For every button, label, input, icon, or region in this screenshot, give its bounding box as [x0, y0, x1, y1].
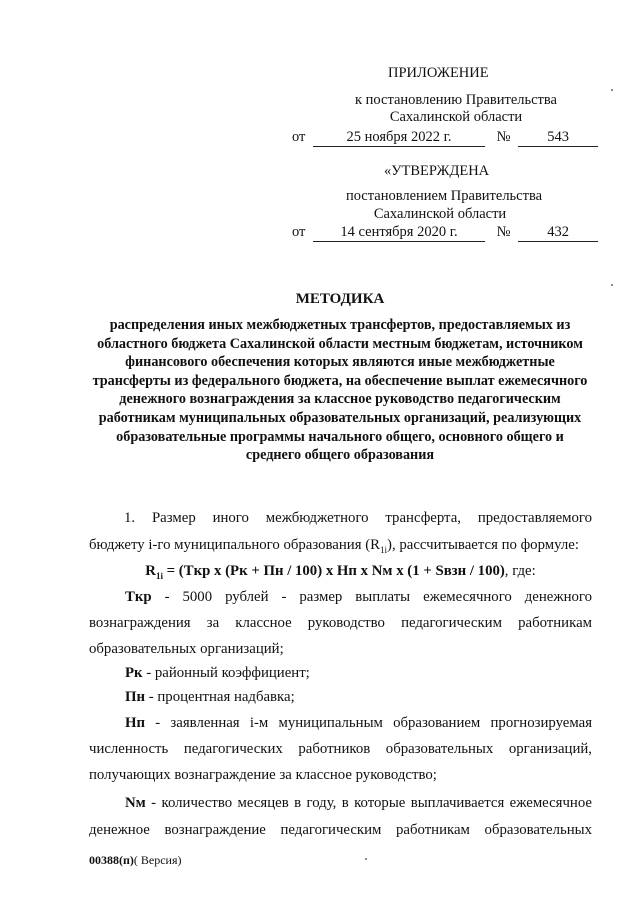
appendix-title: ПРИЛОЖЕНИЕ: [388, 65, 489, 81]
appendix-line1: к постановлению Правительства: [355, 92, 557, 108]
scan-speck: [365, 858, 367, 860]
def-np-line2: численность педагогических работников образовательных организаций,: [89, 741, 592, 757]
def-rk: [125, 665, 310, 682]
def-pn-term: Пн: [125, 689, 146, 705]
footer-code-number: 00388(п): [89, 853, 134, 867]
scan-speck: [611, 89, 613, 91]
def-nm-text: - количество месяцев в году, в которые выплачивается ежемесячное: [145, 795, 592, 811]
def-tkr-line2: вознаграждения за классное руководство педагогическим работникам: [89, 615, 592, 631]
def-tkr-line3: образовательных организаций;: [89, 641, 284, 657]
paragraph-1-line2: бюджету i-го муниципального образования $(R_{1i})$, рассчитывается по формуле:: [89, 537, 579, 555]
def-rk-term: Pк: [125, 665, 143, 681]
footer-code: [89, 853, 182, 868]
approved-title: «УТВЕРЖДЕНА: [384, 163, 490, 179]
def-np-line1: [125, 715, 592, 732]
def-np-line3: получающих вознаграждение за классное руководство;: [89, 767, 437, 783]
appendix-number-label: №: [496, 129, 511, 145]
document-title: МЕТОДИКА: [295, 291, 385, 307]
def-np-term: Hп: [125, 715, 146, 731]
def-tkr-term: Tкр: [125, 589, 152, 605]
approved-number: 432: [518, 223, 598, 242]
def-tkr-text: - 5000 рублей - размер выплаты ежемесячного денежного: [151, 589, 592, 605]
approved-from-label: от: [292, 224, 306, 240]
appendix-number: 543: [518, 128, 598, 147]
approved-line1: постановлением Правительства: [345, 188, 543, 204]
appendix-date-row: [292, 128, 598, 147]
def-nm-line1: [125, 795, 592, 812]
def-rk-text: - районный коэффициент;: [142, 665, 310, 681]
approved-number-label: №: [496, 224, 511, 240]
def-pn: [125, 689, 295, 706]
def-tkr-line1: [125, 589, 592, 606]
def-np-text: - заявленная i-м муниципальным образованием прогнозируемая: [145, 715, 592, 731]
scan-speck: [611, 284, 613, 286]
formula: $R_{1i} = (Tкр$ x (Pк + Пн / 100) x Hп x Nм x (1 + Sвзн / 100), где:: [145, 563, 536, 581]
def-pn-text: - процентная надбавка;: [145, 689, 295, 705]
appendix-date: 25 ноября 2022 г.: [313, 128, 485, 147]
paragraph-1-line1: 1. Размер иного межбюджетного трансферта, предоставляемого: [124, 510, 592, 526]
def-nm-term: Nм: [125, 795, 146, 811]
appendix-line2: Сахалинской области: [389, 109, 523, 125]
footer-version: ( Версия): [133, 853, 182, 867]
def-nm-line2: денежное вознаграждение педагогическим работникам образовательных: [89, 822, 592, 838]
approved-date: 14 сентября 2020 г.: [313, 223, 485, 242]
document-subtitle: распределения иных межбюджетных трансфертов, предоставляемых из областного бюджета Сахалинской области местным бюджетам, источником финансового обеспечения которых являются иные межбюджетные трансферты из федерального бюджета, на обеспечение выплат ежемесячного денежного вознаграждения за классное руководство педагогическим работникам муниципальных образовательных организаций, реализующих образовательные программы начального общего, основного общего и среднего общего образования: [92, 317, 588, 464]
appendix-from-label: от: [292, 129, 306, 145]
approved-date-row: [292, 223, 598, 242]
approved-line2: Сахалинской области: [373, 206, 507, 222]
